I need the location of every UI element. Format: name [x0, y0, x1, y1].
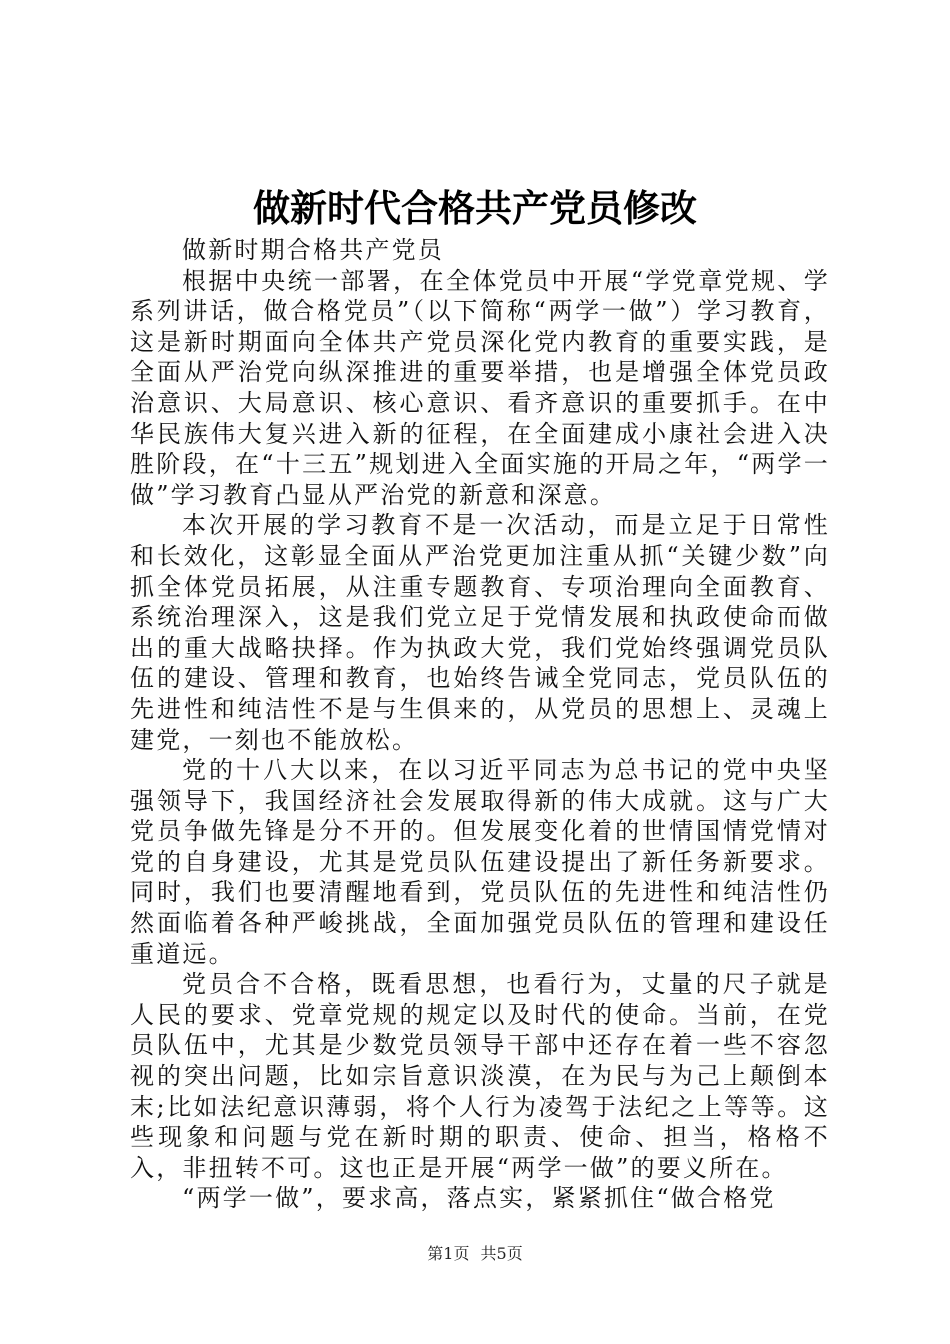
paragraph: 党员合不合格，既看思想，也看行为，丈量的尺子就是人民的要求、党章党规的规定以及时代的使命。当前，在党员队伍中，尤其是少数党员领导干部中还存在着一些不容忽视的突出问题，比如宗旨意识淡漠，在为民与为己上颠倒本末;比如法纪意识薄弱，将个人行为凌驾于法纪之上等等。这些现象和问题与党在新时期的职责、使命、担当，格格不入，非扭转不可。这也正是开展“两学一做”的要义所在。: [130, 970, 830, 1182]
document-subtitle: 做新时期合格共产党员: [182, 236, 444, 264]
paragraph: 党的十八大以来，在以习近平同志为总书记的党中央坚强领导下，我国经济社会发展取得新的伟大成就。这与广大党员争做先锋是分不开的。但发展变化着的世情国情党情对党的自身建设，尤其是党员队伍建设提出了新任务新要求。同时，我们也要清醒地看到，党员队伍的先进性和纯洁性仍然面临着各种严峻挑战，全面加强党员队伍的管理和建设任重道远。: [130, 756, 830, 968]
document-title: 做新时代合格共产党员修改: [253, 187, 697, 230]
paragraph: “两学一做”，要求高，落点实，紧紧抓住“做合格党: [182, 1184, 776, 1213]
page-number: 第1页: [427, 1244, 470, 1263]
paragraph: 根据中央统一部署，在全体党员中开展“学党章党规、学系列讲话，做合格党员”（以下简称“两学一做”）学习教育，这是新时期面向全体共产党员深化党内教育的重要实践，是全面从严治党向纵深推进的重要举措，也是增强全体党员政治意识、大局意识、核心意识、看齐意识的重要抓手。在中华民族伟大复兴进入新的征程，在全面建成小康社会进入决胜阶段，在“十三五”规划进入全面实施的开局之年，“两学一做”学习教育凸显从严治党的新意和深意。: [130, 266, 830, 509]
document-body: [130, 235, 830, 1214]
paragraph: 本次开展的学习教育不是一次活动，而是立足于日常性和长效化，这彰显全面从严治党更加注重从抓“关键少数”向抓全体党员拓展，从注重专题教育、专项治理向全面教育、系统治理深入，这是我们党立足于党情发展和执政使命而做出的重大战略抉择。作为执政大党，我们党始终强调党员队伍的建设、管理和教育，也始终告诫全党同志，党员队伍的先进性和纯洁性不是与生俱来的，从党员的思想上、灵魂上建党，一刻也不能放松。: [130, 511, 830, 754]
page-footer: [0, 1243, 950, 1265]
page-total: 共5页: [480, 1244, 523, 1263]
